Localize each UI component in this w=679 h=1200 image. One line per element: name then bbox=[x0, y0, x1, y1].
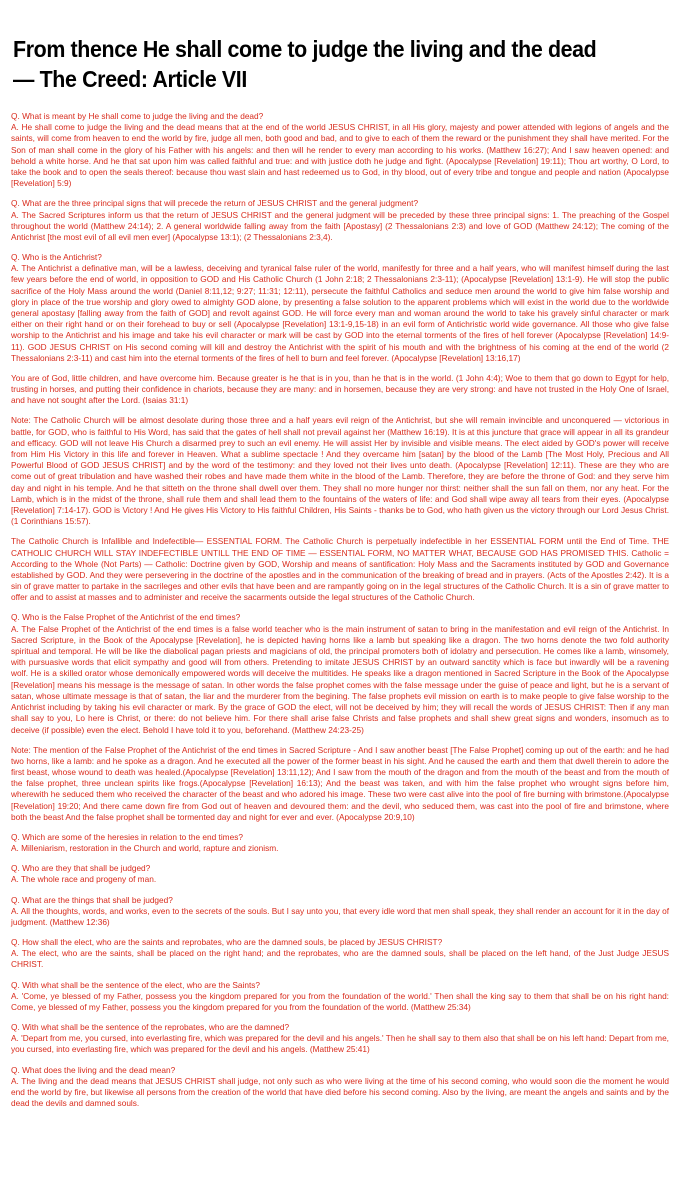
qa-paragraph: Q. What are the things that shall be judged? A. All the thoughts, words, and works, even to the secrets of the souls. But I say unto you, that every idle word that men shall speak, they shall render an account for it in the day of judgment. (Matthew 12:36) bbox=[11, 894, 669, 927]
qa-paragraph: Q. With what shall be the sentence of the elect, who are the Saints? A. 'Come, ye blessed of my Father, possess you the kingdom prepared for you from the foundation of the world.' Then shall the king say to them that shall be on his right hand: Come, ye blessed of my Father, possess you the kingdom prepared for you from the foundation of the world. (Matthew 25:34) bbox=[11, 979, 669, 1012]
qa-paragraph: Q. Who are they that shall be judged? A. The whole race and progeny of man. bbox=[11, 863, 157, 885]
qa-paragraph: Note: The Catholic Church will be almost desolate during those three and a half years evil reign of the Antichrist, but she will remain invincible and unconquered — victorious in battle, for GOD, who is faithful to His Word, has said that the gates of hell shall not prevail against her (Matthew 16:19). It is at this juncture that grace will appear in all its grandeur and efficacy. GOD will not leave His Church a disarmed prey to such an evil enemy. He will assist Her by invisible and visible means. The elect aided by GOD's power will receive from Him His Victory in this life and forever in Heaven. What a sublime spectacle ! And they overcame him [satan] by the blood of the Lamb [The Most Holy, Precious and All Powerful Blood of GOD JESUS CHRIST] and by the word of the testimony: and they loved not their lives unto death. (Apocalypse [Revelation] 12:11). These are they who are come out of great tribulation and have washed their robes and have made them white in the blood of the Lamb. Therefore, they are before the throne of God: and they serve him day and night in his temple. And he that sitteth on the throne shall dwell over them. They shall no more hunger nor thirst: neither shall the sun fall on them, nor any heat. For the Lamb, which is in the midst of the throne, shall rule them and shall lead them to the fountains of the waters of life: and God shall wipe away all tears from their eyes. (Apocalypse [Revelation] 7:14-17). GOD is Victory ! And He gives His Victory to His faithful Children, His Saints - thanks be to God, who hath given us the victory through our Lord Jesus Christ. (1 Corinthians 15:57). bbox=[11, 415, 669, 527]
qa-paragraph: You are of God, little children, and have overcome him. Because greater is he that is in you, than he that is in the world. (1 John 4:4); Woe to them that go down to Egypt for help, trusting in horses, and putting their confidence in chariots, because they are many: and in horsemen, because they are very strong: and have not trusted in the Holy One of Israel, and have not sought after the Lord. (Isaias 31:1) bbox=[11, 372, 669, 406]
qa-paragraph: Q. Who is the False Prophet of the Antichrist of the end times? A. The False Prophet of the Antichrist of the end times is a false world teacher who is the main instrument of satan to bring in the manifestation and evil reign of the Antichrist. In Sacred Scripture, in the Book of the Apocalypse [Revelation], he is depicted having horns like a lamb but speaking like a dragon. The two horns denote the two fold authority spiritual and temporal. He will be like the diabolical pagan priests and magicians of old, the principal promoters both of idolatry and persecution. He comes like a lamb, winsomely, with pursuasive words that elicit sympathy and good will from others. Pretending to imitate JESUS CHRIST by an outward sanctity which is face but inwardly will be a ravening wolf. He is a skilled orator whose demonically empowered words will deceive the multitides. He speaks like a dragon mentioned in Sacred Scripture in the Book of the Apocalypse [Revelation] means his message is the message of satan. In other words the false prophet comes with the false message under the guise of peace and light, but he is a servant of satan, whose ultimate message is that of satan, the liar and the murderer from the begining. The false prophets evil mission on earth is to make people to give false worship to the Antichrist including by taking his evil character or mark. By the grace of GOD the elect, will not be deceived by him; they will recall the words of JESUS CHRIST: Then if any man shall say to you, Lo here is Christ, or there: do not believe him. For there shall arise false Christs and false prophets and shall shew great signs and wonders, insomuch as to deceive (if possible) even the elect. Behold I have told it to you, beforehand. (Matthew 24:23-25) bbox=[11, 612, 669, 735]
qa-paragraph: Q. Who is the Antichrist? A. The Antichrist a definative man, will be a lawless, deceiving and tyranical false ruler of the world, manifestly for three and a half years, who will manifest himself during the last few years before the end of world, in opposition to GOD and His Catholic Church (1 John 2:18; 2 Thessalonians 2:3-11); (Apocalypse [Revelation] 13:1-9). He will stop the public sacrifice of the Holy Mass around the world (Daniel 8:11,12; 9:27; 11:31; 12:11), persecute the faithful Catholics and seduce men around the world to give him false worship and glory in place of the true worship and glory owed to almighty GOD alone, by presenting a false solution to the apparent problems which will exist in the world due to the worldwide general apostasy [falling away from the faith of GOD] and revolt against GOD. He will force every man and woman around the world to take his gravely sinful character or mark either on their right hand or on their forehead to buy or sell (Apocalypse [Revelation] 13:1-9,15-18) in an evil form of Antichristic world wide governance. All those who give false worship to the Antichrist and his image and take his evil character or mark will be cast by GOD into the eternal torments of the fires of hell forever (Apocalypse [Revelation] 14:9-11). GOD JESUS CHRIST on His second coming will kill and destroy the Antichrist with the spirit of his mouth and with the brightness of his coming at the end of the world (2 Thessalonians 2:3-11) and cast him into the eternal torments of the fires of hell to burn and feel forever. (Apocalypse [Revelation] 13:16,17) bbox=[11, 252, 669, 363]
qa-paragraph: Q. What does the living and the dead mean? A. The living and the dead means that JESUS CHRIST shall judge, not only such as who were living at the time of his second coming, who would soon die the moment he would end the world by fire, but likewise all persons from the creation of the world that have died before his second coming. Also by the living, are meant the angels and saints and by the dead the devils and damned souls. bbox=[11, 1064, 669, 1109]
qa-paragraph: Q. With what shall be the sentence of the reprobates, who are the damned? A. 'Depart from me, you cursed, into everlasting fire, which was prepared for the devil and his angels.' Then he shall say to them also that shall be on his left hand: Depart from me, you cursed, into everlasting fire, which was prepared for the devil and his angels. (Matthew 25:41) bbox=[11, 1022, 669, 1055]
page-title: From thence He shall come to judge the living and the dead — The Creed: Article VII bbox=[13, 36, 597, 92]
qa-paragraph: Q. Which are some of the heresies in relation to the end times? A. Milleniarism, restoration in the Church and world, rapture and zionism. bbox=[11, 831, 279, 854]
article-body bbox=[11, 111, 669, 1109]
qa-paragraph: Q. How shall the elect, who are the saints and reprobates, who are the damned souls, be placed by JESUS CHRIST? A. The elect, who are the saints, shall be placed on the right hand; and the reprobates, who are the damned souls, shall be placed on the left hand, of the Just Judge JESUS CHRIST. bbox=[11, 937, 669, 970]
qa-paragraph: Q. What are the three principal signs that will precede the return of JESUS CHRIST and the general judgment? A. The Sacred Scriptures inform us that the return of JESUS CHRIST and the general judgment will be preceded by these three principal signs: 1. The preaching of the Gospel throughout the world (Matthew 24:14); 2. A general worldwide falling away from the faith [Apostasy] (2 Thessalonians 2:3) and love of GOD (Matthew 24:12); The coming of the Antichrist [the most evil of all evil men ever] (Apocalypse 13:1); (2 Thessalonians 2:3,4). bbox=[11, 198, 669, 242]
qa-paragraph: The Catholic Church is Infallible and Indefectible— ESSENTIAL FORM. The Catholic Church is perpetually indefectible in her ESSENTIAL FORM until the End of Time. THE CATHOLIC CHURCH WILL STAY INDEFECTIBLE UNTILL THE END OF TIME — ESSENTIAL FORM, NO MATTER WHAT, BECAUSE GOD HAS PROMISED THIS. Catholic = According to the Whole (Not Parts) — Catholic: Doctrine given by GOD, Worship and means of santification: Holy Mass and the Sacraments instituted by GOD and Governance established by GOD. And they were persevering in the doctrine of the apostles and in the communication of the breaking of bread and in prayers. (Acts of the Apostles 2:42). It is a sin of grave matter to partake in the sacrileges and other evils that have been and are rampantly going on in the legal structures of the Catholic Church. It is a sin of grave matter to offer and to assist at masses and to administer and receive the sacarments outside the legal structures of the Catholic Church. bbox=[11, 536, 669, 603]
qa-paragraph: Note: The mention of the False Prophet of the Antichrist of the end times in Sacred Scripture - And I saw another beast [The False Prophet] coming up out of the earth: and he had two horns, like a lamb: and he spoke as a dragon. And he executed all the power of the former beast in his sight. And he caused the earth and them that dwell therein to adore the first beast, whose wound to death was healed.(Apocalypse [Revelation] 13:11,12); And I saw from the mouth of the dragon and from the mouth of the beast and from the mouth of the false prophet, three unclean spirits like frogs.(Apocalypse [Revelation] 16:13); And the beast was taken, and with him the false prophet who wrought signs before him, wherewith he seduced them who received the character of the beast and who adored his image. These two were cast alive into the pool of fire burning with brimstone.(Apocalypse [Revelation] 19:20; And there came down fire from God out of heaven and devoured them: and the devil, who seduced them, was cast into the pool of fire and brimstone, where both the beast And the false prophet shall be tormented day and night for ever and ever. (Apocalypse 20:9,10) bbox=[11, 744, 669, 822]
qa-paragraph: Q. What is meant by He shall come to judge the living and the dead? A. He shall come to judge the living and the dead means that at the end of the world JESUS CHRIST, in all His glory, majesty and power attended with legions of angels and the saints, will come from heaven to end the world by fire, judge all men, both good and bad, and to give to each of them the reward or the punishment they shall have merited. For the Son of man shall come in the glory of his Father with his angels: and then will he render to every man according to his works. (Matthew 16:27); And I saw heaven opened: and behold a white horse. And he that sat upon him was called faithful and true: and with justice doth he judge and fight. (Apocalypse [Revelation] 19:11); Thou art worthy, O Lord, to take the book and to open the seals thereof: because thou wast slain and hast redeemed us to God, in thy blood, out of every tribe and tongue and people and nation (Apocalypse [Revelation] 5:9) bbox=[11, 111, 669, 189]
